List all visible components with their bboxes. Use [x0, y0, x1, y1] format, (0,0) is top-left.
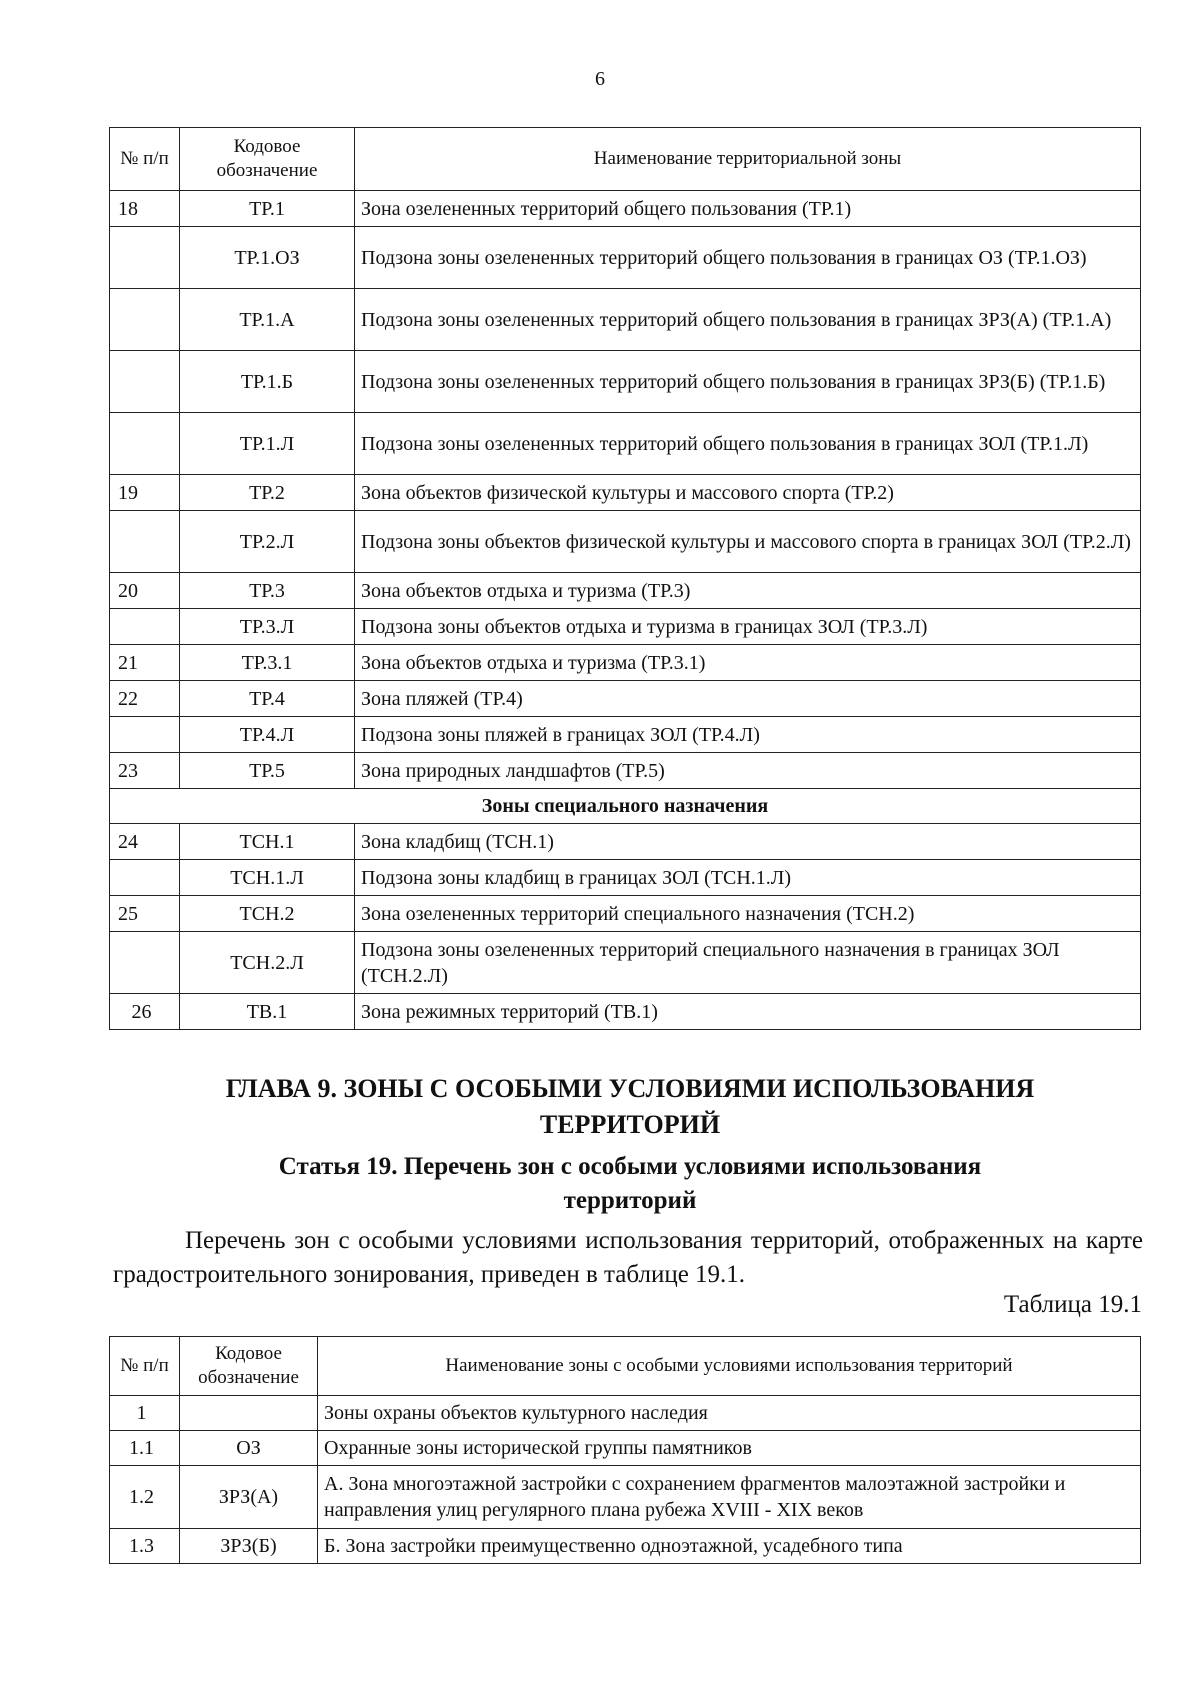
row-name: Зона режимных территорий (ТВ.1) [355, 994, 1141, 1030]
row-code: ТР.3.Л [180, 609, 355, 645]
row-code: ТР.1.А [180, 289, 355, 351]
row-num [110, 351, 180, 413]
row-num [110, 289, 180, 351]
table-caption: Таблица 19.1 [1003, 1291, 1142, 1318]
row-num: 25 [110, 896, 180, 932]
row-num: 1 [110, 1396, 180, 1431]
row-code: ТР.2 [180, 475, 355, 511]
table-row [110, 681, 1141, 717]
table-row [110, 932, 1141, 994]
row-name: Зона объектов физической культуры и массового спорта (ТР.2) [355, 475, 1141, 511]
table-row [110, 753, 1141, 789]
row-num: 1.1 [110, 1431, 180, 1466]
row-code: ТР.3.1 [180, 645, 355, 681]
row-num [110, 609, 180, 645]
row-code: ТР.3 [180, 573, 355, 609]
row-name: Б. Зона застройки преимущественно одноэтажной, усадебного типа [318, 1529, 1141, 1564]
row-num [110, 511, 180, 573]
row-code: ТР.1 [180, 191, 355, 227]
header-name: Наименование зоны с особыми условиями использования территорий [318, 1337, 1141, 1396]
row-code: ТР.1.ОЗ [180, 227, 355, 289]
table-row [110, 896, 1141, 932]
row-name: Зона озелененных территорий общего пользования (ТР.1) [355, 191, 1141, 227]
row-name: Подзона зоны озелененных территорий общего пользования в границах ЗРЗ(А) (ТР.1.А) [355, 289, 1141, 351]
table-row [110, 475, 1141, 511]
row-num [110, 413, 180, 475]
table-row [110, 351, 1141, 413]
row-num [110, 717, 180, 753]
row-num: 1.2 [110, 1466, 180, 1529]
row-num: 22 [110, 681, 180, 717]
row-code: ТР.2.Л [180, 511, 355, 573]
row-code: ОЗ [180, 1431, 318, 1466]
row-code: ТСН.1 [180, 824, 355, 860]
row-code: ЗРЗ(А) [180, 1466, 318, 1529]
row-name: А. Зона многоэтажной застройки с сохранением фрагментов малоэтажной застройки и направления улиц регулярного плана рубежа XVIII - XIX веков [318, 1466, 1141, 1529]
territorial-zones-table [109, 127, 1141, 1030]
row-name: Зоны охраны объектов культурного наследия [318, 1396, 1141, 1431]
row-num: 24 [110, 824, 180, 860]
table-row [110, 289, 1141, 351]
table-row [110, 1466, 1141, 1529]
table-row [110, 717, 1141, 753]
row-name: Подзона зоны объектов физической культуры и массового спорта в границах ЗОЛ (ТР.2.Л) [355, 511, 1141, 573]
row-name: Зона объектов отдыха и туризма (ТР.3) [355, 573, 1141, 609]
table-row [110, 1431, 1141, 1466]
row-name: Подзона зоны озелененных территорий специального назначения в границах ЗОЛ (ТСН.2.Л) [355, 932, 1141, 994]
row-name: Охранные зоны исторической группы памятников [318, 1431, 1141, 1466]
row-num: 19 [110, 475, 180, 511]
header-code: Кодовое обозначение [180, 1337, 318, 1396]
table-row [110, 609, 1141, 645]
row-code: ТР.1.Л [180, 413, 355, 475]
row-code: ТР.4 [180, 681, 355, 717]
row-name: Зона пляжей (ТР.4) [355, 681, 1141, 717]
row-name: Зона озелененных территорий специального назначения (ТСН.2) [355, 896, 1141, 932]
table-row [110, 511, 1141, 573]
page-number: 6 [595, 68, 605, 90]
table-header-row [110, 128, 1141, 191]
table-row [110, 573, 1141, 609]
row-name: Подзона зоны пляжей в границах ЗОЛ (ТР.4.Л) [355, 717, 1141, 753]
row-name: Зона кладбищ (ТСН.1) [355, 824, 1141, 860]
table-row [110, 860, 1141, 896]
row-num [110, 932, 180, 994]
section-title: Зоны специального назначения [110, 789, 1141, 824]
row-name: Подзона зоны кладбищ в границах ЗОЛ (ТСН.1.Л) [355, 860, 1141, 896]
header-num: № п/п [110, 128, 180, 191]
section-row [110, 789, 1141, 824]
table-row [110, 1396, 1141, 1431]
row-code: ТСН.2 [180, 896, 355, 932]
table-row [110, 413, 1141, 475]
row-num: 26 [110, 994, 180, 1030]
table-row [110, 1529, 1141, 1564]
row-code: ТВ.1 [180, 994, 355, 1030]
row-name: Подзона зоны объектов отдыха и туризма в границах ЗОЛ (ТР.3.Л) [355, 609, 1141, 645]
intro-paragraph: Перечень зон с особыми условиями использования территорий, отображенных на карте градостроительного зонирования, приведен в таблице 19.1. [113, 1227, 1143, 1288]
row-code [180, 1396, 318, 1431]
row-num [110, 227, 180, 289]
table-row [110, 645, 1141, 681]
row-code: ТР.4.Л [180, 717, 355, 753]
table-row [110, 191, 1141, 227]
table-row [110, 994, 1141, 1030]
row-code: ТР.1.Б [180, 351, 355, 413]
chapter-title: ГЛАВА 9. ЗОНЫ С ОСОБЫМИ УСЛОВИЯМИ ИСПОЛЬЗОВАНИЯ ТЕРРИТОРИЙ [225, 1074, 1035, 1139]
row-name: Зона объектов отдыха и туризма (ТР.3.1) [355, 645, 1141, 681]
header-num: № п/п [110, 1337, 180, 1396]
row-name: Подзона зоны озелененных территорий общего пользования в границах ЗОЛ (ТР.1.Л) [355, 413, 1141, 475]
header-code: Кодовое обозначение [180, 128, 355, 191]
row-code: ЗРЗ(Б) [180, 1529, 318, 1564]
row-name: Подзона зоны озелененных территорий общего пользования в границах ОЗ (ТР.1.ОЗ) [355, 227, 1141, 289]
row-num [110, 860, 180, 896]
row-num: 18 [110, 191, 180, 227]
special-conditions-zones-table [109, 1336, 1141, 1564]
table-row [110, 227, 1141, 289]
row-code: ТР.5 [180, 753, 355, 789]
row-num: 21 [110, 645, 180, 681]
header-name: Наименование территориальной зоны [355, 128, 1141, 191]
table-row [110, 824, 1141, 860]
row-num: 20 [110, 573, 180, 609]
row-num: 23 [110, 753, 180, 789]
row-code: ТСН.2.Л [180, 932, 355, 994]
row-num: 1.3 [110, 1529, 180, 1564]
row-code: ТСН.1.Л [180, 860, 355, 896]
article-title: Статья 19. Перечень зон с особыми условиями использования территорий [278, 1153, 982, 1214]
row-name: Зона природных ландшафтов (ТР.5) [355, 753, 1141, 789]
row-name: Подзона зоны озелененных территорий общего пользования в границах ЗРЗ(Б) (ТР.1.Б) [355, 351, 1141, 413]
table-header-row [110, 1337, 1141, 1396]
